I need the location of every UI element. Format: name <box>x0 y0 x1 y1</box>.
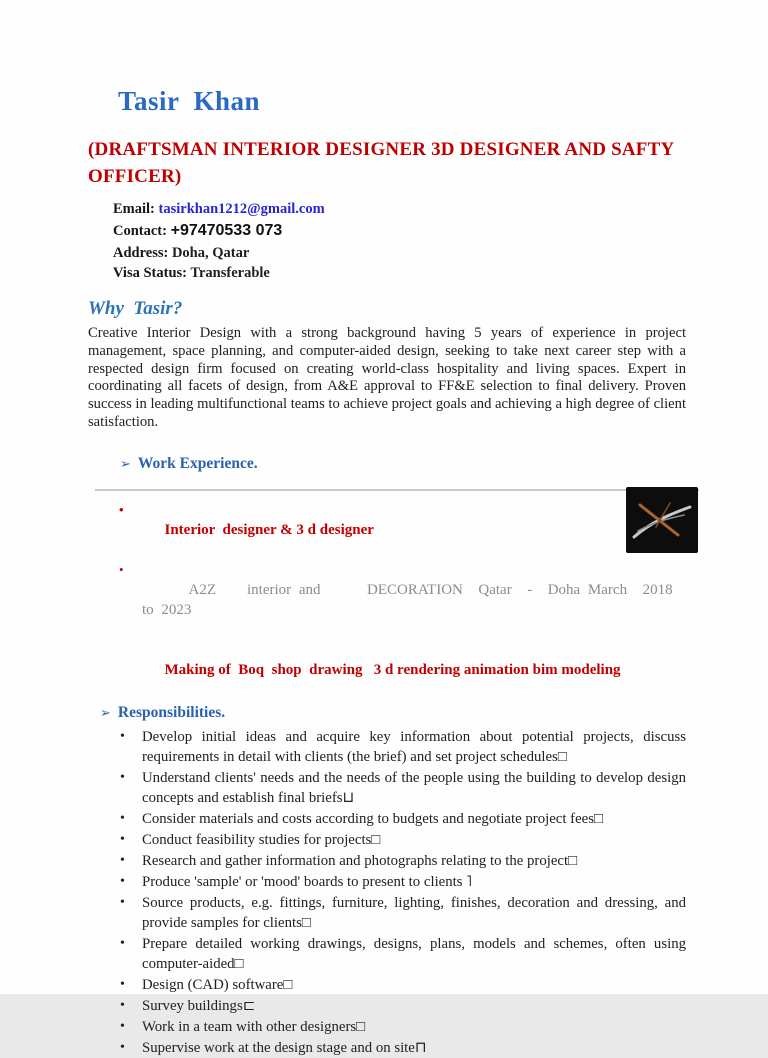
experience-role <box>88 500 684 560</box>
phone-value: +97470533 073 <box>170 222 283 239</box>
work-experience-heading <box>120 454 684 474</box>
visa-value: Transferable <box>190 265 270 281</box>
profile-summary-paragraph: Creative Interior Design with a strong background having 5 years of experience in project management, space planning, and computer-aided design, seeking to take next career step with a respected design firm focused on creating world-class hospitality and living spaces. Expert in coordinating all facets of design, from A&E approval to FF&E selection to final delivery. Proven success in leading multifunctional teams to achieve project goals and achieving a high degree of client satisfaction. <box>88 325 686 430</box>
experience-company-label: A2Z interior and DECORATION Qatar - Doha March 2018 to 2023 <box>142 581 689 618</box>
responsibility-item: • Research and gather information and photographs relating to the project□ <box>88 851 686 871</box>
candidate-headline: (DRAFTSMAN INTERIOR DESIGNER 3D DESIGNER AND SAFTY OFFICER) <box>88 139 674 187</box>
address-label: Address: <box>113 245 169 261</box>
responsibilities-heading-label: Responsibilities. <box>117 703 226 721</box>
responsibility-item: • Supervise work at the design stage and on site⊓ <box>88 1038 686 1058</box>
email-label: Email: <box>113 201 155 217</box>
email-link[interactable]: tasirkhan1212@gmail.com <box>158 201 325 217</box>
responsibility-item: • Produce 'sample' or 'mood' boards to present to clients ˥ <box>88 872 686 892</box>
email-row <box>113 199 684 219</box>
responsibility-item: • Conduct feasibility studies for projects□ <box>88 830 686 850</box>
responsibility-item: • Work in a team with other designers□ <box>88 1017 686 1037</box>
red-bullet-icon: • <box>119 561 124 577</box>
experience-summary-line <box>88 640 684 700</box>
work-experience-heading-label: Work Experience. <box>137 454 258 472</box>
experience-block <box>88 500 689 700</box>
responsibility-item: • Survey buildings⊏ <box>88 996 686 1016</box>
experience-role-label: Interior designer & 3 d designer <box>164 521 374 538</box>
responsibilities-heading <box>100 703 684 723</box>
phone-label: Contact: <box>113 223 167 239</box>
responsibility-item: • Develop initial ideas and acquire key information about potential projects, discuss requirements in detail with clients (the brief) and set project schedules□ <box>88 727 686 767</box>
contact-block <box>113 199 684 283</box>
responsibilities-list <box>88 727 686 1058</box>
arrow-bullet-icon: ➢ <box>100 704 111 720</box>
responsibility-item: • Design (CAD) software□ <box>88 975 686 995</box>
experience-summary-label: Making of Boq shop drawing 3 d rendering animation bim modeling <box>164 661 621 678</box>
address-row <box>113 243 684 263</box>
candidate-name: Tasir Khan <box>118 86 261 116</box>
address-value: Doha, Qatar <box>171 245 250 261</box>
section-divider <box>95 489 699 491</box>
red-bullet-icon: • <box>119 501 124 517</box>
phone-row <box>113 219 684 243</box>
arrow-bullet-icon: ➢ <box>120 455 131 471</box>
responsibility-item: • Source products, e.g. fittings, furniture, lighting, finishes, decoration and dressing, and provide samples for clients□ <box>88 893 686 933</box>
responsibility-item: • Prepare detailed working drawings, designs, plans, models and schemes, often using computer-aided□ <box>88 934 686 974</box>
responsibility-item: • Understand clients' needs and the needs of the people using the building to develop design concepts and establish final briefs⊔ <box>88 768 686 808</box>
responsibility-item: • Consider materials and costs according to budgets and negotiate project fees□ <box>88 809 686 829</box>
visa-row <box>113 263 684 283</box>
experience-company <box>88 560 689 640</box>
visa-label: Visa Status: <box>113 265 187 281</box>
why-tasir-heading: Why Tasir? <box>88 298 183 319</box>
